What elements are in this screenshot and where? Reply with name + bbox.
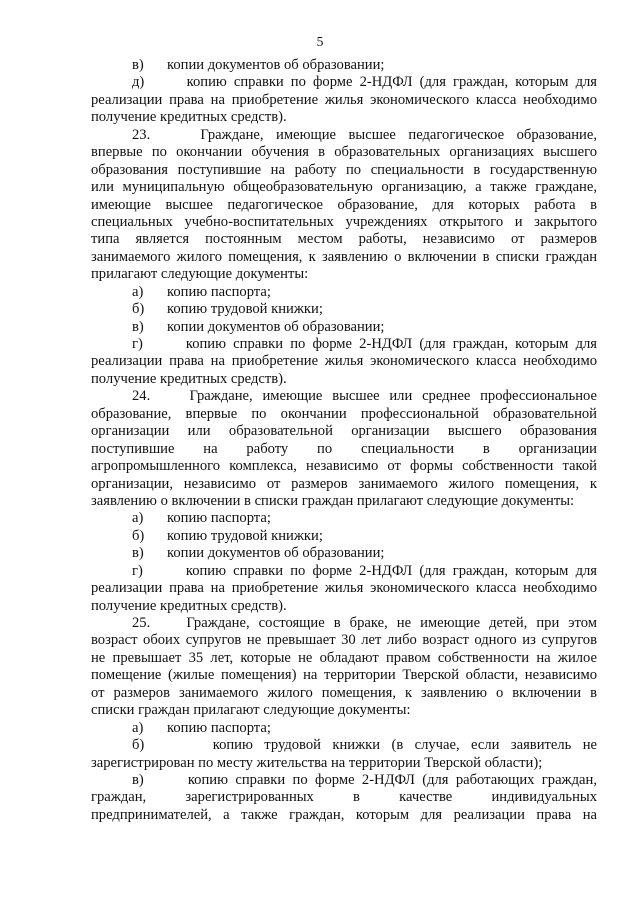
list-item: [91, 301, 597, 318]
list-item-marker: в): [132, 318, 144, 335]
text-line: 24. Граждане, имеющие высшее или среднее профессиональное: [132, 388, 597, 405]
text-line: 25. Граждане, состоящие в браке, не имеющие детей, при этом: [132, 615, 597, 631]
text-line: д) копию справки по форме 2-НДФЛ (для граждан, которым для: [132, 74, 597, 91]
text-line: специальных учебно-воспитательных учреждениях открытого и закрытого: [91, 213, 597, 230]
text-line: г) копию справки по форме 2-НДФЛ (для граждан, которым для: [132, 336, 597, 352]
list-item: [91, 284, 597, 301]
text-line: граждан, зарегистрированных в качестве индивидуальных: [91, 789, 597, 806]
text-line: образования поступившие на работу по специальности в государственную: [91, 161, 597, 178]
list-item-text: копию трудовой книжки;: [167, 301, 323, 318]
text-line: реализации права на приобретение жилья экономического класса необходимо: [91, 580, 597, 597]
text-line: имеющие высшее педагогическое образование, для которых работа в: [91, 196, 597, 213]
text-line: б) копию трудовой книжки (в случае, если заявитель не: [132, 737, 597, 754]
list-item-text: копии документов об образовании;: [167, 545, 385, 562]
text-line: не превышает 35 лет, которые не обладают правом собственности на жилое: [91, 649, 597, 666]
list-item-marker: в): [132, 57, 144, 73]
text-line: получение кредитных средств).: [91, 370, 287, 387]
text-line: реализации права на приобретение жилья экономического класса необходимо: [91, 91, 597, 108]
text-line: впервые по окончании обучения в образовательных организациях высшего: [91, 144, 597, 161]
list-item-text: копии документов об образовании;: [167, 318, 385, 335]
document-body: [91, 57, 597, 824]
text-line: организации или образовательной организации высшего образования: [91, 423, 597, 440]
text-line: получение кредитных средств).: [91, 597, 287, 614]
text-line: 23. Граждане, имеющие высшее педагогическое образование,: [132, 126, 597, 143]
list-item: [91, 545, 597, 562]
list-item-marker: а): [132, 719, 144, 736]
text-line: занимаемого жилого помещения, к заявлению о включении в списки граждан: [91, 248, 597, 265]
text-line: агропромышленного комплекса, независимо от формы собственности такой: [91, 458, 597, 475]
text-line: г) копию справки по форме 2-НДФЛ (для граждан, которым для: [132, 562, 597, 579]
list-item-text: копию паспорта;: [167, 283, 271, 300]
list-item-marker: в): [132, 545, 144, 562]
list-item: [91, 57, 597, 74]
text-line: реализации права на приобретение жилья экономического класса необходимо: [91, 353, 597, 370]
list-item: [91, 319, 597, 336]
page-number: 5: [316, 34, 324, 49]
text-line: зарегистрирован по месту жительства на территории Тверской области);: [91, 754, 543, 771]
text-line: помещение (жилые помещения) на территории Тверской области, независимо: [91, 667, 597, 684]
text-line: или муниципальную общеобразовательную организацию, а также граждане,: [91, 179, 597, 196]
list-item-marker: а): [132, 283, 144, 300]
text-line: от размеров занимаемого жилого помещения, к заявлению о включении в: [91, 684, 597, 701]
list-item: [91, 510, 597, 527]
text-line: организации, независимо от размеров занимаемого жилого помещения, к: [91, 475, 597, 492]
text-line: образование, впервые по окончании профессиональной образовательной: [91, 405, 597, 422]
list-item-text: копию паспорта;: [167, 510, 271, 527]
list-item-text: копию трудовой книжки;: [167, 527, 323, 544]
list-item-marker: б): [132, 301, 145, 318]
list-item: [91, 720, 597, 737]
text-line: возраст обоих супругов не превышает 30 лет либо возраст одного из супругов: [91, 632, 597, 649]
text-line: в) копию справки по форме 2-НДФЛ (для работающих граждан,: [132, 771, 597, 788]
list-item-text: копию паспорта;: [167, 719, 271, 736]
text-line: получение кредитных средств).: [91, 109, 287, 126]
text-line: типа является постоянным местом работы, независимо от размеров: [91, 231, 597, 248]
list-item-marker: б): [132, 527, 145, 544]
text-line: списки граждан прилагают следующие документы:: [91, 702, 411, 719]
text-line: предпринимателей, а также граждан, которым для реализации права на: [91, 806, 597, 823]
list-item-marker: а): [132, 510, 144, 527]
list-item-text: копии документов об образовании;: [167, 57, 385, 73]
text-line: прилагают следующие документы:: [91, 266, 309, 283]
list-item: [91, 528, 597, 545]
text-line: заявлению о включении в списки граждан прилагают следующие документы:: [91, 492, 575, 509]
text-line: поступившие на работу по специальности в организации: [91, 440, 597, 457]
